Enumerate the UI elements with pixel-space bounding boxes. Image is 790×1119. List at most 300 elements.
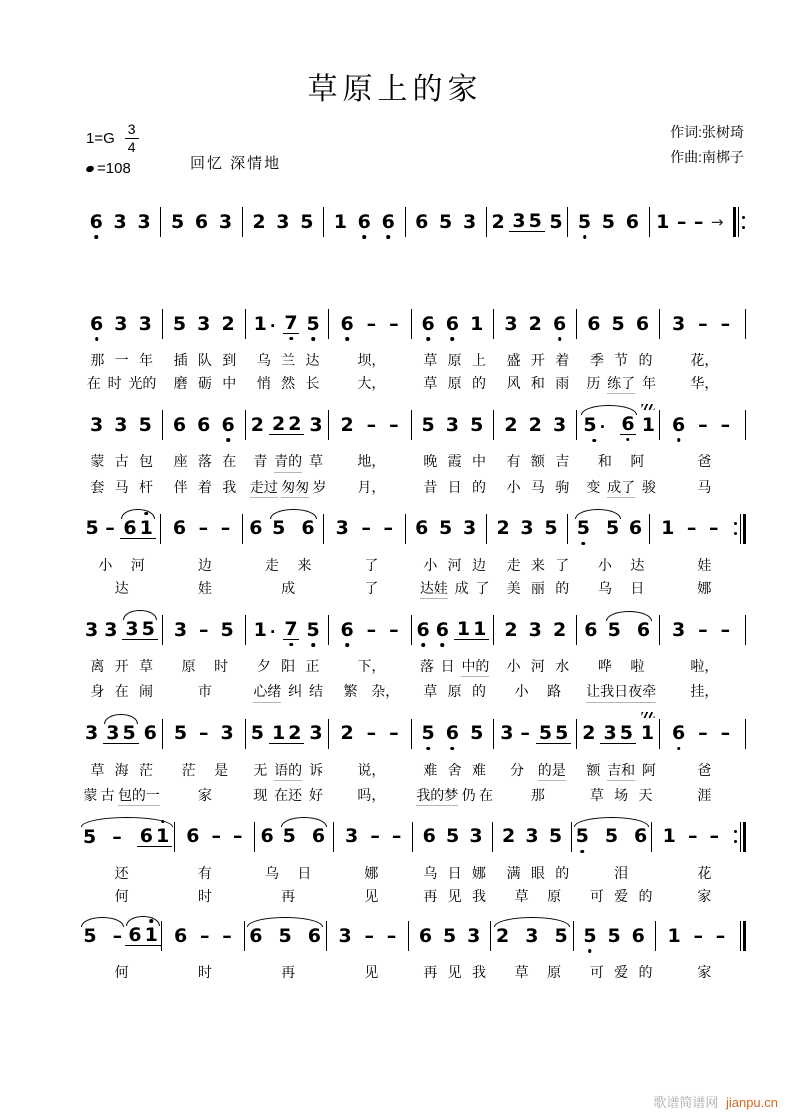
note: [582, 924, 597, 947]
note-digit: 6: [194, 210, 209, 233]
note: [671, 413, 686, 436]
barline: [738, 207, 739, 237]
lyric-syllable: 的: [555, 579, 570, 596]
lyric-measure: [163, 351, 246, 369]
lyric-measure: [413, 786, 496, 806]
note-digit: 6: [635, 312, 650, 335]
lyric-measure: [580, 682, 663, 702]
note: [220, 724, 235, 743]
lyric-syllable: 古: [100, 786, 115, 803]
lyric-syllable: 再: [423, 888, 438, 905]
lyric-measure: [580, 786, 663, 806]
lyric-syllable: 边: [471, 556, 486, 573]
lyric-syllable: 开: [530, 352, 545, 368]
lyric-measure: [413, 579, 496, 599]
beam-group: [137, 824, 172, 847]
dash: [697, 413, 709, 436]
note: [607, 618, 622, 641]
note-digit: 5: [250, 722, 264, 744]
note: [655, 210, 670, 233]
lyric-measure: [580, 963, 663, 981]
note-digit: 6: [249, 924, 263, 947]
note: [173, 724, 188, 743]
note: [602, 721, 617, 744]
note: [333, 210, 348, 233]
lyric-syllable: 夕: [256, 658, 271, 675]
lyric-measure: [80, 478, 163, 498]
note: [283, 620, 298, 640]
note: [283, 314, 298, 334]
note-digit: 6: [90, 312, 104, 335]
note: [357, 210, 372, 233]
lyric-measure: [80, 887, 163, 905]
lyric-measure: [247, 963, 330, 981]
low-octave-dot: [593, 439, 597, 443]
lyric-syllable: 娜: [364, 864, 379, 881]
lyric-measure: [496, 682, 579, 702]
dash: [211, 827, 223, 846]
measure: [161, 519, 241, 538]
augmentation-dot: ·: [269, 622, 276, 641]
lyric-syllable: 地，: [357, 453, 386, 470]
lyric-syllable: 哗: [597, 658, 612, 675]
note: [196, 312, 211, 335]
low-octave-dot: [345, 643, 349, 647]
lyric-syllable: 日: [440, 658, 455, 675]
lyric-syllable: 成: [454, 579, 469, 596]
note-digit: 3: [528, 618, 542, 641]
lyric-syllable: 场: [614, 786, 629, 803]
note-digit: 1: [139, 516, 153, 539]
lyric-syllable: 天: [638, 786, 653, 803]
measure: [406, 210, 486, 233]
lyric-syllable: 小: [597, 556, 612, 573]
expression-mark: 回忆 深情地: [190, 155, 282, 172]
lyric-measure: [80, 452, 163, 472]
note-digit: –: [386, 924, 397, 947]
dash: [369, 827, 381, 846]
note: [528, 312, 543, 335]
lyric-syllable: 霞: [447, 453, 462, 470]
lyric-row: [80, 351, 746, 369]
lyric-measure: [413, 887, 496, 905]
note-digit: 1: [473, 618, 487, 641]
measure: [162, 924, 243, 947]
barline-thick: [733, 207, 736, 237]
slur-group: [580, 415, 637, 435]
measure: [246, 314, 328, 334]
note-digit: –: [389, 618, 399, 641]
note-digit: 3: [114, 312, 128, 335]
lyric-syllable: 见: [447, 888, 462, 905]
slur-group: [125, 926, 160, 946]
beam-group: [269, 721, 304, 744]
lyric-measure: [247, 556, 330, 574]
note: [581, 724, 596, 743]
measure: [413, 827, 491, 846]
barline: [745, 719, 746, 749]
note-digit: 6: [584, 618, 598, 641]
note-digit: 1: [271, 721, 286, 744]
note-digit: →: [710, 212, 724, 231]
note: [173, 618, 188, 641]
note: [445, 827, 460, 846]
dash: [198, 519, 210, 538]
lyric-measure: [247, 682, 330, 702]
lyric-measure: [496, 963, 579, 981]
repeat-dot: [742, 226, 745, 229]
slur-group: [246, 924, 324, 947]
note: [548, 210, 563, 233]
lyric-syllable: 再: [423, 964, 438, 981]
low-octave-dot: [311, 337, 315, 341]
dash: [715, 924, 727, 947]
note: [660, 519, 675, 538]
lyric-syllable: 着: [555, 352, 570, 368]
note-digit: 5: [439, 210, 453, 233]
lyric-measure: [330, 556, 413, 574]
dash: [386, 924, 398, 947]
note-digit: –: [715, 924, 726, 947]
note-digit: 2: [340, 413, 354, 436]
note: [662, 827, 677, 846]
lyric-syllable: 和: [530, 375, 545, 392]
note-digit: –: [366, 413, 377, 436]
measure: [80, 516, 160, 540]
note: [538, 721, 553, 744]
measure: [246, 415, 328, 435]
low-octave-dot: [289, 643, 293, 647]
note: [271, 519, 286, 538]
notes-row: [80, 712, 746, 756]
lyric-syllable: 草: [423, 375, 438, 392]
note: [218, 210, 233, 233]
note-digit: 5: [583, 924, 597, 947]
measure: [243, 210, 323, 233]
measure: [577, 618, 659, 641]
repeat-dots: [734, 522, 737, 535]
note: [619, 721, 634, 744]
low-octave-dot: [226, 438, 230, 442]
measure: [494, 721, 576, 744]
lyric-syllable: 吉和: [607, 761, 635, 781]
note: [155, 824, 170, 847]
note: [469, 312, 484, 335]
lyric-syllable: 达: [630, 556, 645, 573]
notation-area: [80, 200, 746, 981]
lyric-syllable: 在还: [274, 786, 303, 803]
note: [499, 724, 514, 743]
watermark-url: jianpu.cn: [725, 1095, 778, 1110]
note: [438, 519, 453, 538]
note: [469, 413, 484, 436]
lyric-syllable: 晚: [423, 453, 438, 470]
note: [82, 924, 97, 947]
note: [421, 312, 436, 335]
dash: [388, 618, 400, 641]
lyric-syllable: 乌: [264, 864, 279, 881]
dash: [388, 724, 400, 743]
note: [519, 519, 534, 538]
note-digit: –: [389, 312, 399, 335]
measure: [660, 724, 742, 743]
lyric-syllable: 马: [530, 478, 545, 495]
note: [628, 519, 643, 538]
lyric-measure: [413, 556, 496, 574]
note-digit: 7: [284, 618, 298, 641]
lyricist-credit: 作词:张树琦: [670, 124, 744, 140]
note: [278, 924, 293, 947]
lyric-syllable: 开: [114, 658, 129, 675]
note: [501, 827, 516, 846]
beam-group: [600, 721, 635, 744]
note: [469, 724, 484, 743]
note: [185, 827, 200, 846]
lyric-row: [80, 864, 746, 882]
note-digit: –: [686, 517, 697, 540]
note: [671, 724, 686, 743]
lyric-syllable: 落: [197, 453, 212, 470]
lyric-syllable: 身: [90, 683, 105, 700]
note: [553, 924, 568, 947]
dash: [720, 413, 732, 436]
lyric-syllable: 满: [506, 864, 521, 881]
lyric-syllable: 我: [222, 478, 237, 495]
slur-group: [574, 519, 622, 538]
lyric-measure: [413, 682, 496, 702]
lyric-measure: [247, 887, 330, 905]
note: [311, 827, 326, 846]
note-digit: 1: [656, 210, 670, 233]
note: [524, 924, 539, 947]
note: [308, 413, 323, 436]
lyric-measure: [247, 374, 330, 394]
lyric-syllable: 的: [638, 964, 653, 981]
lyric-syllable: 走: [506, 556, 521, 573]
lyric-syllable: 啦，: [690, 658, 719, 675]
repeat-dot: [734, 840, 737, 843]
note: [248, 924, 263, 947]
measure: [577, 721, 659, 744]
note: [445, 312, 460, 335]
end-barline: [745, 719, 746, 749]
dash: [366, 618, 378, 641]
note-digit: –: [199, 924, 210, 947]
lyric-syllable: 爸: [697, 453, 712, 470]
measure: [329, 413, 411, 436]
note: [421, 413, 436, 436]
watermark-site-name: 歌谱简谱网: [653, 1095, 719, 1110]
note-digit: 3: [520, 517, 534, 540]
low-octave-dot: [289, 337, 293, 341]
lyric-syllable: 大，: [357, 375, 386, 392]
lyric-row: [80, 786, 746, 806]
note-digit: 6: [172, 413, 187, 436]
note: [271, 415, 286, 434]
lyric-syllable: 日: [297, 864, 312, 881]
lyric-syllable: 河: [447, 556, 462, 573]
lyric-measure: [496, 478, 579, 498]
note-digit: 6: [340, 618, 354, 641]
note-digit: –: [698, 413, 708, 436]
note-digit: 6: [418, 924, 433, 947]
lyric-measure: [247, 864, 330, 882]
lyric-syllable: 小: [98, 556, 113, 573]
note: [445, 724, 460, 743]
note: [338, 924, 353, 947]
note: [172, 312, 187, 335]
note-digit: 6: [421, 312, 435, 335]
lyric-syllable: 伴: [173, 478, 188, 495]
dash: [366, 724, 378, 743]
lyric-syllable: 草: [308, 453, 323, 470]
note: [113, 210, 128, 233]
dash: [686, 519, 698, 538]
note-digit: 2: [504, 618, 518, 641]
beam-group: [454, 620, 489, 640]
system: [80, 815, 746, 905]
note-digit: 5: [544, 517, 558, 540]
lyric-syllable: 娜: [471, 864, 486, 881]
low-octave-dot: [588, 949, 592, 953]
note-digit: 6: [143, 722, 157, 744]
note-digit: –: [364, 924, 374, 947]
note-digit: 6: [89, 210, 103, 233]
note-digit: 5: [548, 825, 563, 848]
lyric-syllable: 华，: [690, 375, 719, 392]
lyric-row: [80, 374, 746, 394]
lyric-syllable: 吉: [555, 453, 570, 470]
note: [524, 827, 539, 846]
note-digit: 6: [128, 924, 142, 947]
meter-numerator: 3: [125, 122, 139, 139]
lyric-syllable: 插: [173, 352, 188, 368]
notes-row: [80, 608, 746, 652]
note: [415, 618, 430, 641]
note: [442, 924, 457, 947]
lyric-row: [80, 579, 746, 599]
lyric-syllable: 昔: [423, 478, 438, 495]
note-digit: –: [708, 517, 719, 540]
lyric-syllable: 挂，: [690, 683, 719, 700]
lyric-measure: [580, 452, 663, 472]
note: [196, 413, 211, 436]
note-digit: –: [220, 517, 231, 540]
lyric-measure: [496, 452, 579, 472]
note-digit: 1: [662, 825, 676, 848]
lyric-syllable: 何: [114, 888, 129, 905]
lyric-measure: [496, 887, 579, 905]
lyric-measure: [663, 478, 746, 498]
lyric-syllable: 走: [264, 556, 279, 573]
lyric-syllable: 吗，: [357, 786, 386, 803]
dash: [687, 827, 699, 846]
dash: [366, 413, 378, 436]
slur-group: [269, 519, 317, 538]
barline-thick: [743, 822, 746, 852]
note: [528, 212, 543, 231]
lyric-measure: [163, 579, 246, 599]
lyric-syllable: 变: [586, 478, 601, 495]
note-digit: 5: [421, 413, 435, 436]
note-digit: 6: [415, 210, 429, 233]
measure: [660, 413, 742, 436]
repeat-dot: [734, 532, 737, 535]
lyric-syllable: 历: [586, 375, 601, 392]
barline: [740, 514, 741, 544]
system: [80, 302, 746, 394]
measure: [568, 210, 648, 233]
note-digit: –: [211, 825, 221, 848]
note-digit: 3: [173, 618, 188, 641]
note-digit: 2: [250, 413, 264, 436]
lyric-syllable: 日: [447, 864, 462, 881]
lyric-syllable: 杆: [138, 478, 153, 495]
note-digit: 3: [445, 413, 460, 436]
note-digit: –: [676, 210, 687, 233]
lyric-syllable: 中: [222, 375, 237, 392]
lyric-syllable: 难: [423, 761, 438, 778]
low-octave-dot: [451, 747, 455, 751]
lyric-syllable: 时: [214, 658, 229, 675]
low-octave-dot: [311, 643, 315, 647]
measure: [80, 620, 162, 640]
lyric-measure: [163, 887, 246, 905]
lyric-syllable: 小: [506, 658, 521, 675]
note-digit: 5: [282, 825, 296, 848]
lyric-syllable: 涯: [697, 786, 712, 803]
note-digit: –: [361, 517, 371, 540]
lyric-syllable: 蒙: [83, 786, 98, 803]
lyric-measure: [247, 579, 330, 599]
note-digit: 3: [218, 210, 233, 233]
note-digit: 5: [173, 722, 188, 744]
note: [548, 827, 563, 846]
measure: [80, 926, 161, 946]
lyric-measure: [413, 478, 496, 498]
note: [340, 724, 355, 743]
note-digit: 5: [272, 517, 286, 540]
note: [472, 620, 487, 639]
note-digit: 3: [525, 924, 539, 947]
note: [144, 926, 159, 945]
lyric-measure: [163, 682, 246, 702]
note-digit: –: [389, 722, 399, 744]
low-octave-dot: [451, 337, 455, 341]
lyric-row: [80, 556, 746, 574]
note: [113, 413, 128, 436]
note-digit: 6: [260, 825, 274, 848]
slur-group: [605, 618, 653, 641]
note-digit: 3: [552, 413, 567, 436]
high-octave-dot: [161, 820, 165, 824]
note: [344, 827, 359, 846]
slur-group: [493, 924, 571, 947]
measure: [412, 312, 494, 335]
lyric-measure: [247, 351, 330, 369]
note-digit: 2: [496, 924, 510, 947]
lyric-syllable: 成: [281, 579, 296, 596]
lyric-syllable: 河: [130, 556, 145, 573]
note-digit: 6: [249, 517, 263, 540]
dash: [697, 724, 709, 743]
lyric-syllable: 眼: [530, 864, 545, 881]
note-digit: 6: [301, 517, 315, 540]
lyric-syllable: 见: [364, 964, 379, 981]
measure: [329, 618, 411, 641]
note: [89, 312, 104, 335]
lyric-measure: [330, 351, 413, 369]
